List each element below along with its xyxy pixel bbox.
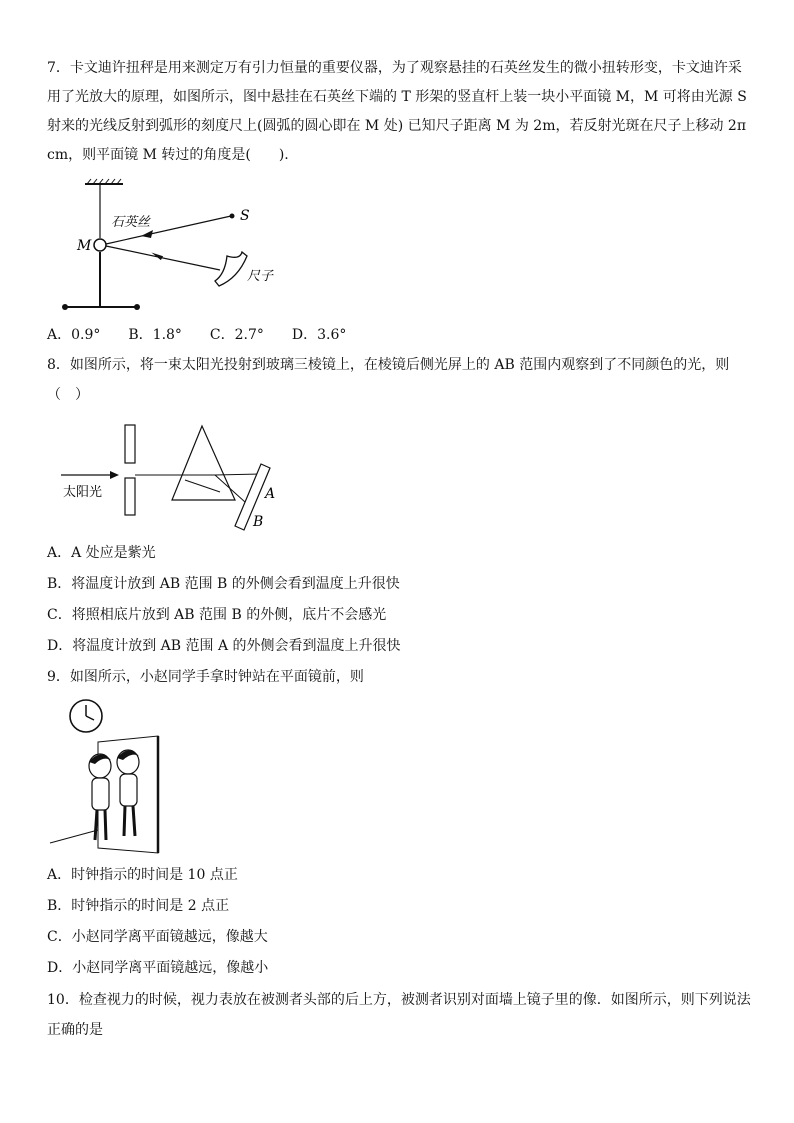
boy-figure: [89, 754, 111, 840]
q8-stem-line-1: 8．如图所示，将一束太阳光投射到玻璃三棱镜上，在棱镜后侧光屏上的 AB 范围内观察到了不同颜色的光，则: [47, 357, 730, 373]
bar-end-right: [134, 304, 140, 310]
point-a-label: A: [265, 486, 276, 502]
q9-option-b: B．时钟指示的时间是 2 点正: [47, 898, 230, 914]
q9-figure: [48, 698, 168, 858]
q7-figure: [55, 178, 295, 318]
q8-stem-line-2: （ ）: [47, 387, 89, 403]
slit-lower: [125, 478, 135, 515]
q8-option-b: B．将温度计放到 AB 范围 B 的外侧会看到温度上升很快: [47, 576, 400, 592]
mirror-label: M: [77, 238, 92, 254]
bar-end-left: [62, 304, 68, 310]
q9-option-d: D．小赵同学离平面镜越远，像越小: [47, 960, 269, 976]
sunlight-arrow: [110, 471, 119, 479]
q8-figure: [55, 420, 295, 535]
q10-stem-line-2: 正确的是: [47, 1022, 103, 1038]
point-b-label: B: [253, 514, 264, 530]
sunlight-label: 太阳光: [63, 485, 103, 500]
ruler-label: 尺子: [247, 269, 274, 284]
q7-stem-line-2: 用了光放大的原理，如图所示，图中悬挂在石英丝下端的 T 形架的竖直杆上装一块小平面镜 M，M 可将由光源 S: [47, 89, 747, 105]
q9-option-c: C．小赵同学离平面镜越远，像越大: [47, 929, 268, 945]
q10-stem-line-1: 10．检查视力的时候，视力表放在被测者头部的后上方，被测者识别对面墙上镜子里的像．如图所示，则下列说法: [47, 992, 751, 1008]
fiber-label: 石英丝: [111, 215, 151, 230]
q7-stem-line-3: 射来的光线反射到弧形的刻度尺上(圆弧的圆心即在 M 处) 已知尺子距离 M 为 2m，若反射光斑在尺子上移动 2π: [47, 118, 747, 134]
q7-options: A．0.9° B．1.8° C．2.7° D．3.6°: [47, 327, 347, 343]
ruler-scale: [215, 252, 247, 286]
slit-upper: [125, 425, 135, 463]
light-source-dot: [230, 214, 235, 219]
mirror-m: [94, 239, 106, 251]
q8-option-d: D．将温度计放到 AB 范围 A 的外侧会看到温度上升很快: [47, 638, 401, 654]
reflected-ray: [106, 246, 220, 270]
source-label: S: [240, 208, 250, 224]
q8-option-a: A．A 处应是紫光: [47, 545, 156, 561]
q9-option-a: A．时钟指示的时间是 10 点正: [47, 867, 238, 883]
q9-stem: 9．如图所示，小赵同学手拿时钟站在平面镜前，则: [47, 669, 364, 685]
q7-stem-line-1: 7．卡文迪许扭秤是用来测定万有引力恒量的重要仪器，为了观察悬挂的石英丝发生的微小扭转形变，卡文迪许采: [47, 60, 742, 76]
q8-option-c: C．将照相底片放到 AB 范围 B 的外侧，底片不会感光: [47, 607, 387, 623]
q7-stem-line-4: cm，则平面镜 M 转过的角度是( ).: [47, 147, 289, 163]
incident-arrow: [141, 230, 153, 238]
mirror-image-figure: [117, 750, 139, 836]
floor-line: [50, 830, 98, 843]
glass-prism: [172, 426, 235, 500]
